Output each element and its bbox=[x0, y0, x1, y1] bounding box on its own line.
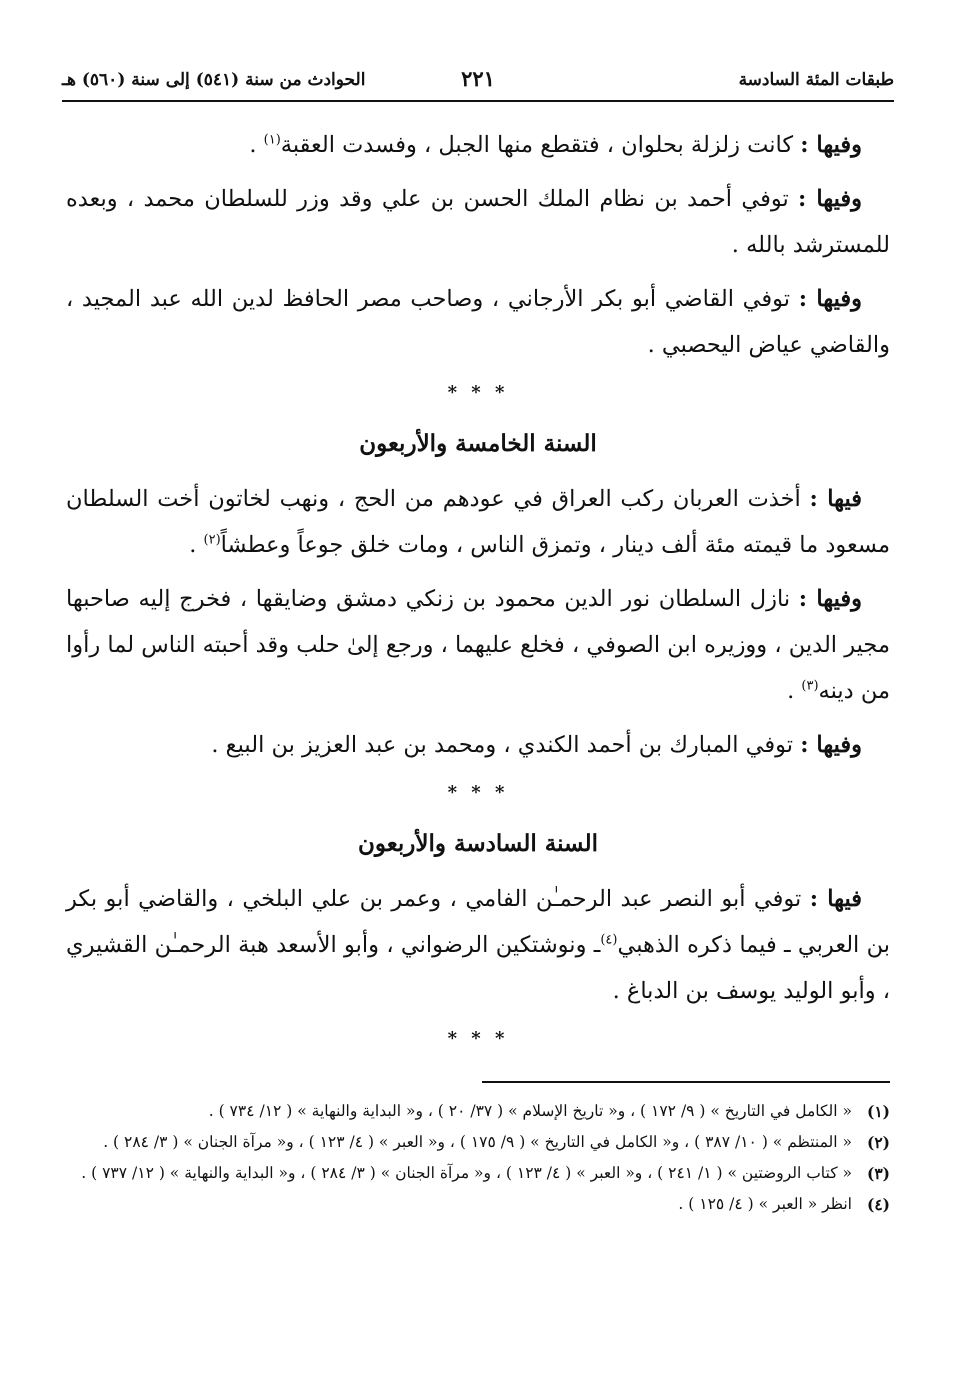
paragraph bbox=[66, 876, 890, 1014]
paragraph-lead: وفيها : bbox=[800, 132, 862, 158]
footnote bbox=[66, 1191, 890, 1218]
paragraph-text: نازل السلطان نور الدين محمود بن زنكي دمشق وضايقها ، فخرج إليه صاحبها مجير الدين ، ووزيره ابن الصوفي ، فخلع عليهما ، ورجع إلىٰ حلب وقد أحبته الناس لما رأوا من دينه bbox=[66, 586, 890, 704]
paragraph-text: أخذت العربان ركب العراق في عودهم من الحج ، ونهب لخاتون أخت السلطان مسعود ما قيمته مئة ألف دينار ، وتمزق الناس ، ومات خلق جوعاً وعطشاً bbox=[66, 486, 890, 558]
paragraph-text: توفي أبو النصر عبد الرحمـٰن الفامي ، وعمر بن علي البلخي ، والقاضي أبو بكر بن العربي ـ فيما ذكره الذهبي bbox=[66, 886, 890, 958]
section-separator: * * * bbox=[447, 1028, 509, 1049]
paragraph bbox=[66, 476, 890, 568]
running-header bbox=[62, 66, 894, 102]
footnote-ref[interactable]: (١) bbox=[263, 132, 281, 148]
footnote-ref[interactable]: (٤) bbox=[600, 932, 618, 948]
section-heading: السنة السادسة والأربعون bbox=[358, 830, 598, 857]
paragraph-lead: وفيها : bbox=[798, 286, 863, 312]
footnote-text: انظر « العبر » ( ٤/ ١٢٥ ) . bbox=[678, 1195, 852, 1213]
paragraph bbox=[66, 122, 890, 168]
paragraph-text: توفي القاضي أبو بكر الأرجاني ، وصاحب مصر الحافظ لدين الله عبد المجيد ، والقاضي عياض اليحصبي . bbox=[66, 286, 890, 358]
footnote-number: (٣) bbox=[866, 1164, 890, 1183]
paragraph-lead: وفيها : bbox=[798, 186, 862, 212]
section-heading: السنة الخامسة والأربعون bbox=[359, 430, 597, 457]
section-separator: * * * bbox=[447, 382, 509, 403]
footnote-divider bbox=[482, 1081, 890, 1083]
paragraph-text: توفي أحمد بن نظام الملك الحسن بن علي وقد وزر للسلطان محمد ، وبعده للمسترشد بالله . bbox=[66, 186, 890, 258]
footnote-number: (٢) bbox=[866, 1133, 890, 1152]
paragraph-text: كانت زلزلة بحلوان ، فتقطع منها الجبل ، وفسدت العقبة bbox=[280, 132, 801, 158]
page-number: ٢٢١ bbox=[461, 66, 495, 91]
paragraph-tail: . bbox=[787, 678, 802, 704]
paragraph bbox=[66, 276, 890, 368]
paragraph-tail: . bbox=[249, 132, 264, 158]
footnote bbox=[66, 1098, 890, 1125]
paragraph bbox=[66, 722, 890, 768]
paragraph bbox=[66, 176, 890, 268]
paragraph-lead: فيها : bbox=[809, 886, 862, 912]
paragraph bbox=[66, 576, 890, 714]
paragraph-lead: وفيها : bbox=[798, 586, 862, 612]
paragraph-lead: وفيها : bbox=[800, 732, 862, 758]
footnotes bbox=[66, 1098, 890, 1222]
paragraph-tail: . bbox=[189, 532, 204, 558]
header-chapter-title: الحوادث من سنة (٥٤١) إلى سنة (٥٦٠) هـ bbox=[62, 70, 366, 90]
footnote bbox=[66, 1129, 890, 1156]
section-separator: * * * bbox=[447, 782, 509, 803]
footnote-text: « المنتظم » ( ١٠/ ٣٨٧ ) ، و« الكامل في التاريخ » ( ٩/ ١٧٥ ) ، و« العبر » ( ٤/ ١٢٣ ) ، و« مرآة الجنان » ( ٣/ ٢٨٤ ) . bbox=[103, 1133, 852, 1151]
footnote-number: (٤) bbox=[866, 1195, 890, 1214]
header-book-title: طبقات المئة السادسة bbox=[738, 70, 894, 90]
footnote-text: « الكامل في التاريخ » ( ٩/ ١٧٢ ) ، و« تاريخ الإسلام » ( ٣٧/ ٢٠ ) ، و« البداية والنهاية » ( ١٢/ ٧٣٤ ) . bbox=[208, 1102, 852, 1120]
footnote-number: (١) bbox=[866, 1102, 890, 1121]
paragraph-lead: فيها : bbox=[809, 486, 862, 512]
paragraph-text: توفي المبارك بن أحمد الكندي ، ومحمد بن عبد العزيز بن البيع . bbox=[211, 732, 801, 758]
footnote-text: « كتاب الروضتين » ( ١/ ٢٤١ ) ، و« العبر » ( ٤/ ١٢٣ ) ، و« مرآة الجنان » ( ٣/ ٢٨٤ ) ، و« البداية والنهاية » ( ١٢/ ٧٣٧ ) . bbox=[81, 1164, 852, 1182]
footnote-ref[interactable]: (٣) bbox=[801, 678, 819, 694]
paragraph-tail: ـ ونوشتكين الرضواني ، وأبو الأسعد هبة الرحمـٰن القشيري ، وأبو الوليد يوسف بن الدباغ . bbox=[66, 932, 890, 1004]
footnote-ref[interactable]: (٢) bbox=[203, 532, 221, 548]
main-text bbox=[66, 122, 890, 1070]
footnote bbox=[66, 1160, 890, 1187]
